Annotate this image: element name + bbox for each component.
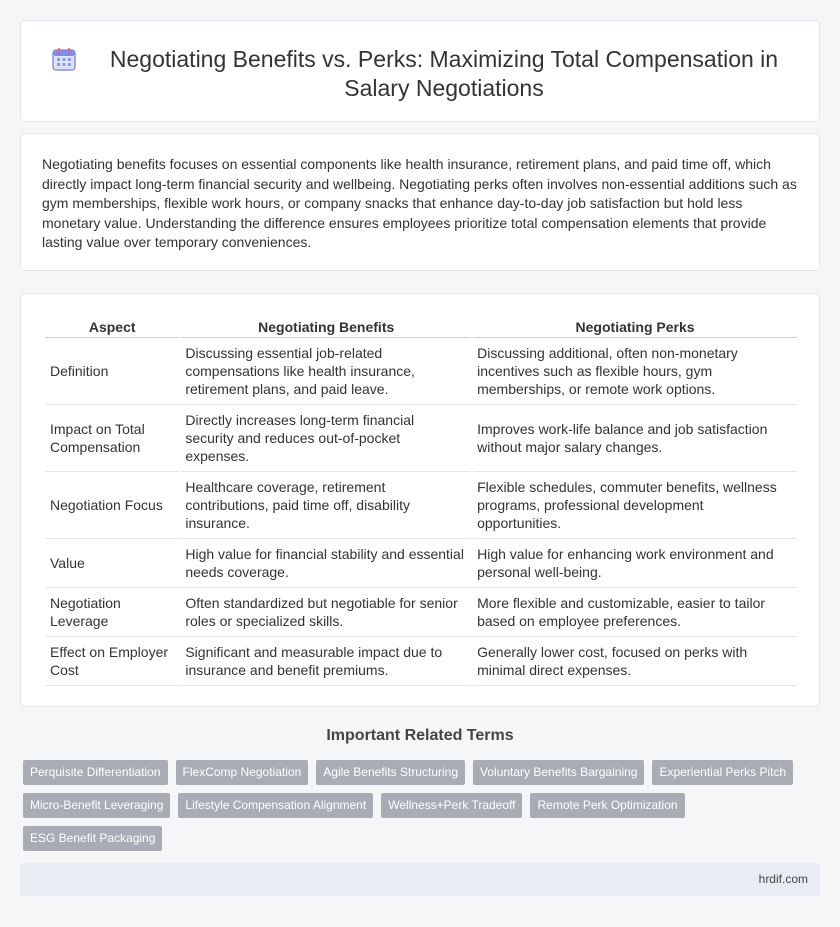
cell-aspect: Negotiation Leverage <box>45 588 179 637</box>
cell-aspect: Negotiation Focus <box>45 472 179 539</box>
cell-aspect: Impact on Total Compensation <box>45 405 179 472</box>
related-term-tag[interactable]: Remote Perk Optimization <box>530 793 684 818</box>
related-term-tag[interactable]: Micro-Benefit Leveraging <box>23 793 170 818</box>
cell-benefits: Healthcare coverage, retirement contributions, paid time off, disability insurance. <box>181 472 471 539</box>
intro-card <box>20 133 820 271</box>
comparison-table <box>43 316 799 686</box>
cell-perks: More flexible and customizable, easier to tailor based on employee preferences. <box>473 588 797 637</box>
table-row <box>45 472 797 539</box>
cell-perks: Discussing additional, often non-monetary incentives such as flexible hours, gym memberships, or remote work options. <box>473 338 797 405</box>
related-term-tag[interactable]: Perquisite Differentiation <box>23 760 168 785</box>
related-terms-heading: Important Related Terms <box>326 727 514 744</box>
related-term-tag[interactable]: Voluntary Benefits Bargaining <box>473 760 644 785</box>
table-row <box>45 588 797 637</box>
related-terms-list <box>23 760 813 851</box>
footer <box>20 863 820 896</box>
cell-perks: Flexible schedules, commuter benefits, wellness programs, professional development opportunities. <box>473 472 797 539</box>
cell-benefits: High value for financial stability and essential needs coverage. <box>181 539 471 588</box>
cell-aspect: Definition <box>45 338 179 405</box>
table-row <box>45 637 797 686</box>
table-row <box>45 338 797 405</box>
related-term-tag[interactable]: FlexComp Negotiation <box>176 760 309 785</box>
related-term-tag[interactable]: Experiential Perks Pitch <box>652 760 793 785</box>
related-term-tag[interactable]: Agile Benefits Structuring <box>316 760 465 785</box>
header-aspect: Aspect <box>45 316 179 338</box>
cell-aspect: Value <box>45 539 179 588</box>
related-term-tag[interactable]: Lifestyle Compensation Alignment <box>178 793 373 818</box>
cell-perks: Generally lower cost, focused on perks with minimal direct expenses. <box>473 637 797 686</box>
footer-site-link[interactable]: hrdif.com <box>758 872 808 886</box>
header-perks: Negotiating Perks <box>473 316 797 338</box>
cell-benefits: Discussing essential job-related compensations like health insurance, retirement plans, and paid leave. <box>181 338 471 405</box>
title-card <box>20 20 820 122</box>
related-term-tag[interactable]: ESG Benefit Packaging <box>23 826 162 851</box>
table-row <box>45 539 797 588</box>
cell-benefits: Directly increases long-term financial security and reduces out-of-pocket expenses. <box>181 405 471 472</box>
intro-paragraph: Negotiating benefits focuses on essential components like health insurance, retirement plans, and paid time off, which directly impact long-term financial security and wellbeing. Negotiating perks often involves non-essential additions such as gym memberships, flexible work hours, or company snacks that enhance day-to-day job satisfaction but hold less monetary value. Understanding the difference ensures employees prioritize total compensation elements that provide lasting value over temporary conveniences. <box>42 156 797 250</box>
page-title: Negotiating Benefits vs. Perks: Maximizing Total Compensation in Salary Negotiations <box>109 46 779 101</box>
calendar-icon <box>51 46 77 72</box>
cell-benefits: Significant and measurable impact due to insurance and benefit premiums. <box>181 637 471 686</box>
table-row <box>45 405 797 472</box>
comparison-card <box>20 293 820 707</box>
cell-perks: High value for enhancing work environment and personal well-being. <box>473 539 797 588</box>
cell-perks: Improves work-life balance and job satisfaction without major salary changes. <box>473 405 797 472</box>
table-header-row <box>45 316 797 338</box>
cell-benefits: Often standardized but negotiable for senior roles or specialized skills. <box>181 588 471 637</box>
related-term-tag[interactable]: Wellness+Perk Tradeoff <box>381 793 522 818</box>
cell-aspect: Effect on Employer Cost <box>45 637 179 686</box>
header-benefits: Negotiating Benefits <box>181 316 471 338</box>
